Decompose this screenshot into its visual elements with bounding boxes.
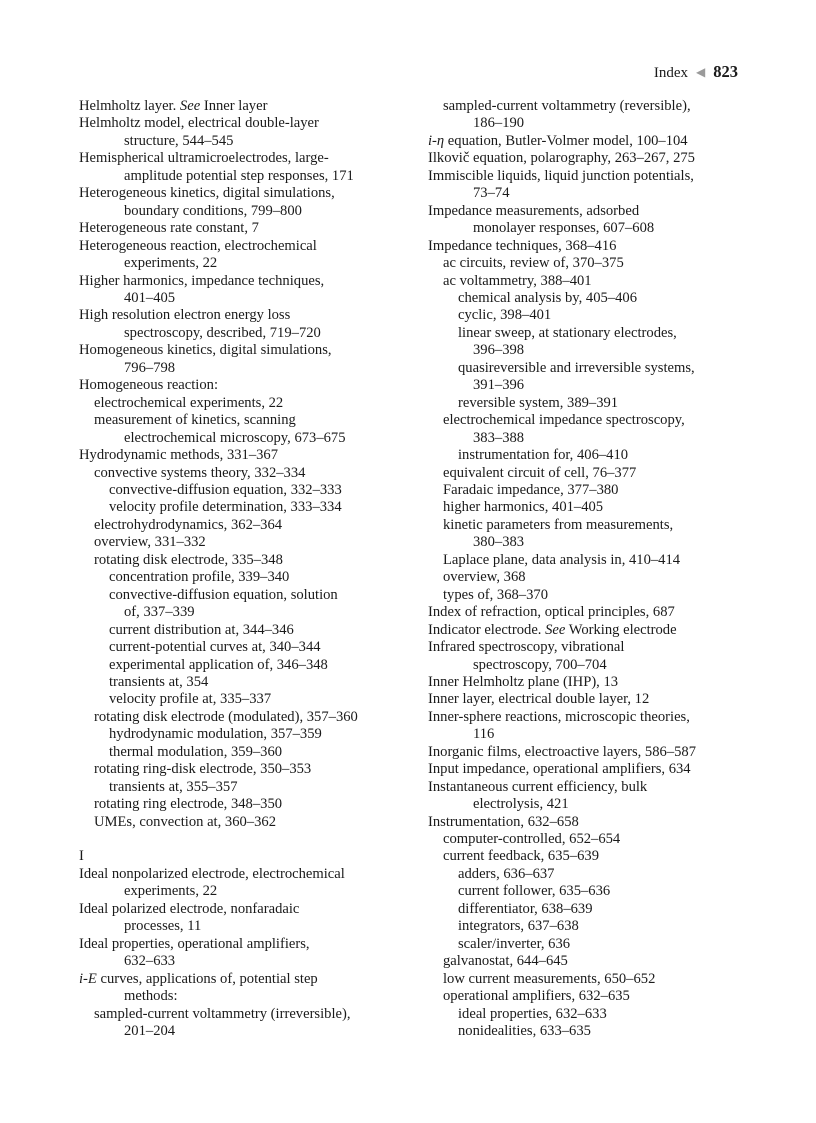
index-entry: Input impedance, operational amplifiers, 634	[428, 761, 691, 778]
index-entry: 116	[473, 726, 495, 743]
index-entry: convective-diffusion equation, solution	[109, 586, 338, 603]
index-entry: cyclic, 398–401	[458, 307, 552, 324]
index-entry: spectroscopy, 700–704	[473, 656, 607, 673]
index-entry: transients at, 354	[109, 673, 209, 690]
index-entry: integrators, 637–638	[458, 918, 579, 935]
index-entry: velocity profile determination, 333–334	[109, 499, 342, 516]
index-entry: 396–398	[473, 342, 525, 359]
index-entry: computer-controlled, 652–654	[443, 831, 621, 848]
index-entry: low current measurements, 650–652	[443, 970, 656, 987]
index-entry: Instantaneous current efficiency, bulk	[428, 778, 648, 795]
index-entry: spectroscopy, described, 719–720	[124, 324, 321, 341]
index-entry: sampled-current voltammetry (reversible),	[443, 98, 691, 114]
index-entry: Ideal polarized electrode, nonfaradaic	[79, 900, 300, 917]
index-entry: kinetic parameters from measurements,	[443, 516, 674, 533]
index-entry: galvanostat, 644–645	[443, 953, 568, 970]
index-entry: Hemispherical ultramicroelectrodes, large-	[79, 150, 329, 167]
index-entry: Heterogeneous kinetics, digital simulations,	[79, 185, 335, 202]
index-entry: 73–74	[473, 185, 510, 202]
spacer	[79, 831, 409, 848]
index-entry: types of, 368–370	[443, 586, 548, 603]
index-entry: current feedback, 635–639	[443, 848, 600, 865]
triangle-pointer-icon: ◀	[696, 65, 706, 79]
index-entry: Laplace plane, data analysis in, 410–414	[443, 551, 681, 568]
index-entry: quasireversible and irreversible systems,	[458, 359, 695, 376]
index-entry: rotating ring-disk electrode, 350–353	[94, 761, 312, 778]
index-entry: adders, 636–637	[458, 865, 555, 882]
index-entry: ideal properties, 632–633	[458, 1005, 607, 1022]
index-entry: experimental application of, 346–348	[109, 656, 328, 673]
index-entry: Helmholtz layer. See Inner layer	[79, 98, 268, 114]
index-entry: High resolution electron energy loss	[79, 307, 291, 324]
index-entry: reversible system, 389–391	[458, 394, 619, 411]
index-entry: thermal modulation, 359–360	[109, 743, 283, 760]
index-entry: equivalent circuit of cell, 76–377	[443, 464, 637, 481]
index-entry: Ideal properties, operational amplifiers,	[79, 935, 310, 952]
index-entry: chemical analysis by, 405–406	[458, 289, 638, 306]
index-entry: Instrumentation, 632–658	[428, 813, 579, 830]
index-entry: Impedance techniques, 368–416	[428, 237, 617, 254]
index-entry: i-η equation, Butler-Volmer model, 100–104	[428, 132, 688, 149]
index-entry: 383–388	[473, 429, 525, 446]
index-entry: electrochemical impedance spectroscopy,	[443, 412, 685, 429]
index-entry: 380–383	[473, 534, 525, 551]
index-entry: Indicator electrode. See Working electrode	[428, 621, 677, 638]
index-entry: operational amplifiers, 632–635	[443, 988, 630, 1005]
index-entry: nonidealities, 633–635	[458, 1023, 591, 1040]
index-entry: boundary conditions, 799–800	[124, 202, 302, 219]
index-entry: monolayer responses, 607–608	[473, 220, 655, 237]
index-entry: 796–798	[124, 359, 176, 376]
running-header	[654, 62, 738, 82]
index-entry: Hydrodynamic methods, 331–367	[79, 447, 279, 464]
index-entry: convective-diffusion equation, 332–333	[109, 481, 342, 498]
index-entry: Inner Helmholtz plane (IHP), 13	[428, 673, 619, 690]
index-entry: higher harmonics, 401–405	[443, 499, 604, 516]
index-entry: Ideal nonpolarized electrode, electrochemical	[79, 865, 345, 882]
index-entry: Immiscible liquids, liquid junction potentials,	[428, 167, 694, 184]
index-entry: Homogeneous reaction:	[79, 377, 219, 394]
index-entry: differentiator, 638–639	[458, 900, 593, 917]
index-entry: experiments, 22	[124, 255, 218, 272]
page-number: 823	[713, 62, 738, 81]
index-entry: Helmholtz model, electrical double-layer	[79, 115, 319, 132]
index-entry: Inner layer, electrical double layer, 12	[428, 691, 650, 708]
index-entry: electrohydrodynamics, 362–364	[94, 516, 283, 533]
index-entry: Homogeneous kinetics, digital simulations,	[79, 342, 332, 359]
index-entry: transients at, 355–357	[109, 778, 238, 795]
index-entry: rotating disk electrode, 335–348	[94, 551, 283, 568]
index-entry: 391–396	[473, 377, 525, 394]
index-entry: instrumentation for, 406–410	[458, 447, 629, 464]
index-entry: scaler/inverter, 636	[458, 935, 571, 952]
index-entry: Inner-sphere reactions, microscopic theories,	[428, 708, 690, 725]
index-entry: ac voltammetry, 388–401	[443, 272, 592, 289]
index-entry: Index of refraction, optical principles, 687	[428, 604, 675, 621]
index-entry: Higher harmonics, impedance techniques,	[79, 272, 325, 289]
index-entry: processes, 11	[124, 918, 202, 935]
index-entry: experiments, 22	[124, 883, 218, 900]
index-entry: Ilkovič equation, polarography, 263–267, 275	[428, 150, 695, 167]
index-entry: current-potential curves at, 340–344	[109, 639, 321, 656]
index-entry: Infrared spectroscopy, vibrational	[428, 639, 625, 656]
index-entry: velocity profile at, 335–337	[109, 691, 272, 708]
index-entry: 186–190	[473, 115, 525, 132]
index-entry: electrochemical microscopy, 673–675	[124, 429, 346, 446]
index-entry: i-E curves, applications of, potential step	[79, 970, 318, 987]
index-entry: structure, 544–545	[124, 132, 234, 149]
index-entry: ac circuits, review of, 370–375	[443, 255, 624, 272]
index-entry: Heterogeneous rate constant, 7	[79, 220, 259, 237]
index-entry: current distribution at, 344–346	[109, 621, 294, 638]
index-column-right	[428, 98, 758, 1040]
index-entry: methods:	[124, 988, 178, 1005]
index-entry: linear sweep, at stationary electrodes,	[458, 324, 677, 341]
section-letter: I	[79, 848, 84, 865]
index-entry: 632–633	[124, 953, 176, 970]
index-entry: hydrodynamic modulation, 357–359	[109, 726, 322, 743]
index-entry: of, 337–339	[124, 604, 195, 621]
index-entry: overview, 368	[443, 569, 526, 586]
index-entry: concentration profile, 339–340	[109, 569, 290, 586]
index-entry: measurement of kinetics, scanning	[94, 412, 296, 429]
index-entry: current follower, 635–636	[458, 883, 611, 900]
index-entry: convective systems theory, 332–334	[94, 464, 306, 481]
index-entry: 401–405	[124, 289, 176, 306]
index-column-left	[79, 98, 409, 1040]
index-entry: sampled-current voltammetry (irreversible),	[94, 1005, 351, 1022]
header-label: Index	[653, 65, 689, 81]
index-entry: Inorganic films, electroactive layers, 586–587	[428, 743, 697, 760]
index-entry: rotating disk electrode (modulated), 357–360	[94, 708, 358, 725]
index-entry: electrochemical experiments, 22	[94, 394, 284, 411]
index-entry: Faradaic impedance, 377–380	[443, 481, 619, 498]
index-entry: Heterogeneous reaction, electrochemical	[79, 237, 317, 254]
index-entry: electrolysis, 421	[473, 796, 569, 813]
index-entry: Impedance measurements, adsorbed	[428, 202, 640, 219]
index-entry: overview, 331–332	[94, 534, 206, 551]
index-entry: amplitude potential step responses, 171	[124, 167, 354, 184]
index-entry: rotating ring electrode, 348–350	[94, 796, 283, 813]
index-entry: 201–204	[124, 1023, 176, 1039]
index-entry: UMEs, convection at, 360–362	[94, 813, 276, 830]
